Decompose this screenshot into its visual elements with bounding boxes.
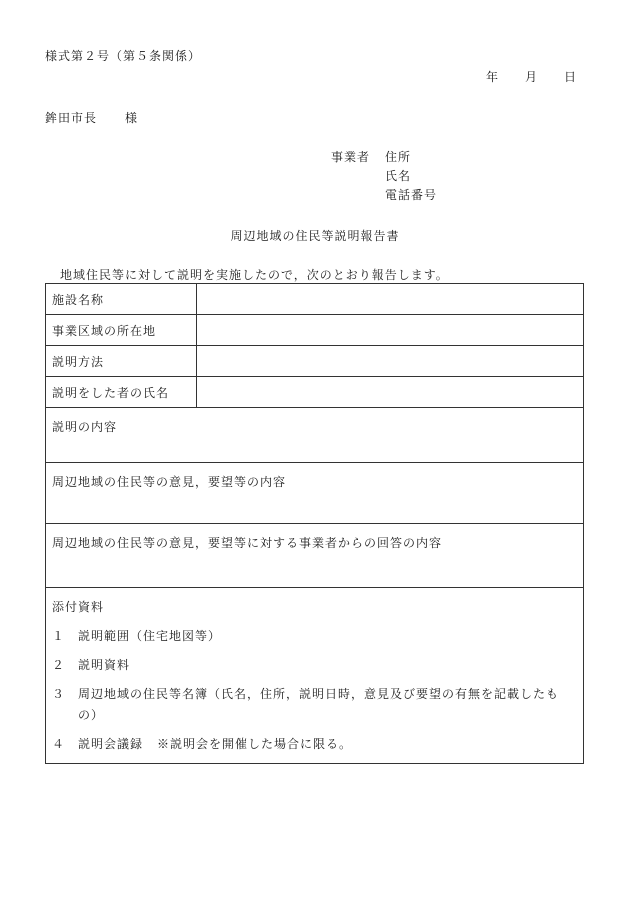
attachment-text xyxy=(78,734,352,755)
site-location-label: 事業区域の所在地 xyxy=(46,315,197,346)
facility-name-field[interactable] xyxy=(197,284,584,315)
table-row xyxy=(46,284,584,315)
table-row xyxy=(46,408,584,463)
attachment-text: 周辺地域の住民等名簿（氏名，住所，説明日時，意見及び要望の有無を記載したもの） xyxy=(78,687,560,722)
table-row xyxy=(46,346,584,377)
addressee-honorific: 様 xyxy=(125,111,139,125)
explanation-method-label: 説明方法 xyxy=(46,346,197,377)
date-day: 日 xyxy=(564,70,578,84)
attachments-title: 添付資料 xyxy=(52,600,105,614)
operator-answers-cell[interactable] xyxy=(46,524,584,588)
explanation-method-field[interactable] xyxy=(197,346,584,377)
list-item xyxy=(52,734,577,755)
addressee-name: 鉾田市長 xyxy=(45,111,98,125)
list-item xyxy=(52,655,577,676)
date-line xyxy=(486,68,577,85)
document-title: 周辺地域の住民等説明報告書 xyxy=(230,229,400,243)
attachment-number: ２ xyxy=(52,658,66,672)
addressee xyxy=(45,109,138,126)
attachment-number: １ xyxy=(52,629,66,643)
table-row xyxy=(46,377,584,408)
attachment-text: 説明範囲（住宅地図等） xyxy=(78,629,222,643)
applicant-address-label: 住所 xyxy=(385,150,412,164)
attachment-number: ３ xyxy=(52,687,66,701)
table-row xyxy=(46,588,584,764)
explanation-contents-cell[interactable] xyxy=(46,408,584,463)
resident-opinions-label: 周辺地域の住民等の意見，要望等の内容 xyxy=(52,475,287,489)
date-year: 年 xyxy=(486,70,500,84)
attachments-cell xyxy=(46,588,584,764)
explanation-contents-label: 説明の内容 xyxy=(52,420,118,434)
intro-text: 地域住民等に対して説明を実施したので，次のとおり報告します。 xyxy=(60,268,449,282)
explainer-name-field[interactable] xyxy=(197,377,584,408)
table-row xyxy=(46,315,584,346)
list-item xyxy=(52,684,577,726)
date-month: 月 xyxy=(525,70,539,84)
attachment-text: 説明資料 xyxy=(78,658,131,672)
site-location-field[interactable] xyxy=(197,315,584,346)
applicant-phone-label: 電話番号 xyxy=(385,188,438,202)
table-row xyxy=(46,524,584,588)
applicant-fields xyxy=(385,148,437,205)
attachment-number: ４ xyxy=(52,737,66,751)
operator-answers-label: 周辺地域の住民等の意見，要望等に対する事業者からの回答の内容 xyxy=(52,536,443,550)
form-number: 様式第２号（第５条関係） xyxy=(45,49,202,63)
table-row xyxy=(46,463,584,524)
attachment-note: ※説明会を開催した場合に限る。 xyxy=(157,737,353,751)
resident-opinions-cell[interactable] xyxy=(46,463,584,524)
report-table xyxy=(45,283,584,764)
explainer-name-label: 説明をした者の氏名 xyxy=(46,377,197,408)
applicant-label: 事業者 xyxy=(331,150,371,164)
applicant-name-label: 氏名 xyxy=(385,169,412,183)
facility-name-label: 施設名称 xyxy=(46,284,197,315)
attachment-text-main: 説明会議録 xyxy=(78,737,144,751)
list-item xyxy=(52,626,577,647)
